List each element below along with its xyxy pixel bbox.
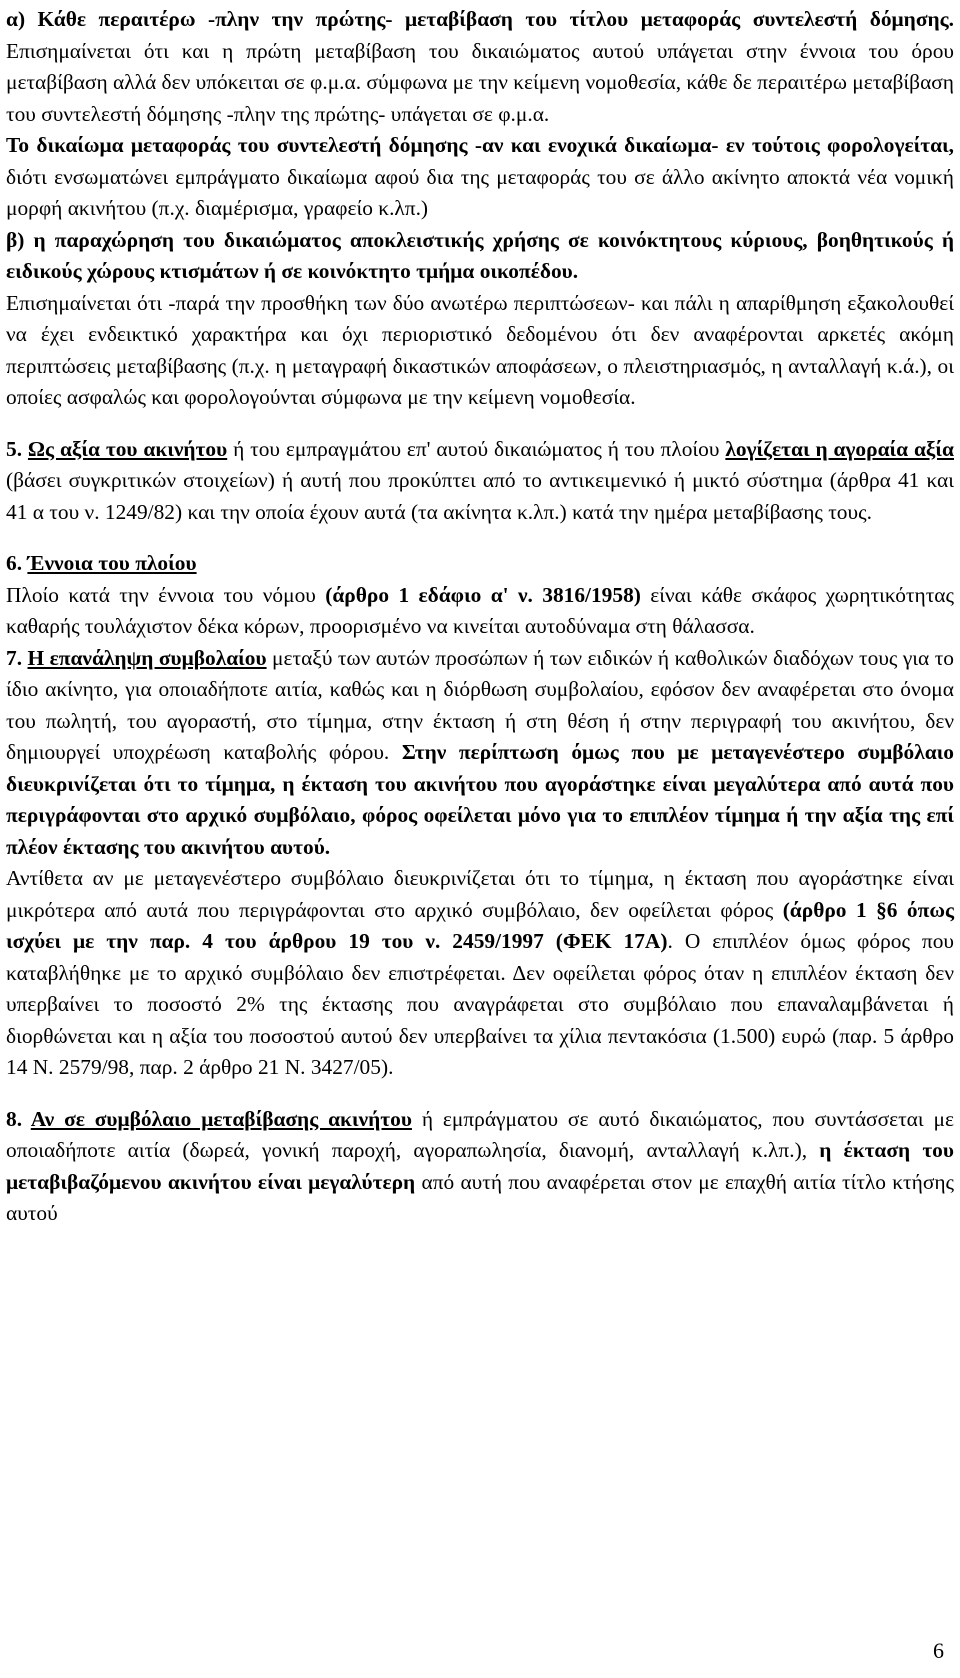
paragraph: [6, 434, 954, 529]
text-run: Αντίθετα αν με μεταγενέστερο συμβόλαιο διευκρινίζεται ότι το τίμημα, η έκταση που αγοράστηκε είναι μικρότερα από αυτά που περιγράφονται στο αρχικό συμβόλαιο, δεν οφείλεται φόρος: [6, 866, 954, 922]
text-run: Ως αξία του ακινήτου: [27, 436, 228, 461]
text-run: 7.: [6, 645, 28, 670]
paragraph: [6, 580, 954, 643]
text-run: Στην περίπτωση όμως που με μεταγενέστερο συμβόλαιο διευκρινίζεται ότι το τίμημα, η έκταση του ακινήτου που αγοράστηκε είναι μεγαλύτερα από αυτά που περιγράφονται στο αρχικό συμβόλαιο, φόρος οφείλεται μόνο για το επιπλέον τίμημα ή την αξία της επί πλέον έκτασης του ακινήτου αυτού.: [6, 740, 955, 859]
text-run: Επισημαίνεται ότι -παρά την προσθήκη των δύο ανωτέρω περιπτώσεων- και πάλι η απαρίθμηση εξακολουθεί να έχει ενδεικτικό χαρακτήρα και όχι περιοριστικό δεδομένου ότι δεν αναφέρονται αρκετές ακόμη περιπτώσεις μεταβίβασης (π.χ. η μεταγραφή δικαστικών αποφάσεων, ο πλειστηριασμός, η ανταλλαγή κ.ά.), οι οποίες ασφαλώς και φορολογούνται σύμφωνα με την κείμενη νομοθεσία.: [6, 290, 954, 409]
paragraph: [6, 863, 954, 1084]
paragraph: [6, 225, 954, 288]
text-run: (βάσει συγκριτικών στοιχείων) ή αυτή που προκύπτει από το αντικειμενικό ή μικτό σύστημα (άρθρα 41 και 41 α του ν. 1249/82) και την οποία έχουν αυτά (τα ακίνητα κ.λπ.) κατά την ημέρα μεταβίβασης τους.: [6, 468, 954, 524]
text-run: είναι κάθε σκάφος χωρητικότητας καθαρής τουλάχιστον δέκα κόρων, προορισμένο να κινείται αυτοδύναμα στη θάλασσα.: [6, 582, 954, 638]
paragraph: [6, 643, 954, 864]
paragraph: [6, 1104, 954, 1230]
text-run: διότι ενσωματώνει εμπράγματο δικαίωμα αφού δια της μεταφοράς του σε άλλο ακίνητο αποκτά νέα νομική μορφή ακινήτου (π.χ. διαμέρισμα, γραφείο κ.λπ.): [6, 164, 954, 220]
paragraph-gap: [6, 1084, 954, 1104]
paragraph-gap: [6, 414, 954, 434]
text-run: Πλοίο κατά την έννοια του νόμου: [6, 582, 326, 607]
paragraph-gap: [6, 528, 954, 548]
text-run: Το δικαίωμα μεταφοράς του συντελεστή δόμησης -αν και ενοχικά δικαίωμα- εν τούτοις φορολογείται,: [6, 133, 954, 157]
text-run: Έννοια του πλοίου: [27, 551, 197, 575]
text-run: β) η παραχώρηση του δικαιώματος αποκλειστικής χρήσης σε κοινόκτητους κύριους, βοηθητικούς ή ειδικούς χώρους κτισμάτων ή σε κοινόκτητο τμήμα οικοπέδου.: [6, 227, 954, 283]
text-run: η έκταση του μεταβιβαζόμενου ακινήτου είναι μεγαλύτερη: [6, 1138, 954, 1194]
paragraph: [6, 288, 954, 414]
text-run: 5.: [6, 436, 28, 461]
text-run: λογίζεται η αγοραία αξία: [725, 436, 954, 461]
text-run: Αν σε συμβόλαιο μεταβίβασης ακινήτου: [30, 1106, 412, 1131]
paragraph: [6, 548, 954, 580]
text-run: 8.: [6, 1106, 31, 1131]
text-run: ή του εμπραγμάτου επ' αυτού δικαιώματος ή του πλοίου: [227, 436, 726, 461]
text-run: . Ο επιπλέον όμως φόρος που καταβλήθηκε με το αρχικό συμβόλαιο δεν επιστρέφεται. Δεν οφείλεται φόρος όταν η επιπλέον έκταση δεν υπερβαίνει το ποσοστό 2% της έκτασης που αναγράφεται στο συμβόλαιο που επαναλαμβάνεται ή διορθώνεται και η αξία του ποσοστού αυτού δεν υπερβαίνει τα χίλια πεντακόσια (1.500) ευρώ (παρ. 5 άρθρο 14 Ν. 2579/98, παρ. 2 άρθρο 21 Ν. 3427/05).: [6, 929, 954, 1079]
text-run: 6.: [6, 551, 28, 575]
document-body: [6, 4, 954, 1230]
text-run: (άρθρο 1 εδάφιο α' ν. 3816/1958): [325, 582, 641, 607]
text-run: ή εμπράγματου σε αυτό δικαιώματος, που συντάσσεται με οποιαδήποτε αιτία (δωρεά, γονική παροχή, αγοραπωλησία, διανομή, ανταλλαγή κ.λπ.),: [6, 1106, 954, 1162]
text-run: Επισημαίνεται ότι και η πρώτη μεταβίβαση του δικαιώματος αυτού υπάγεται στην έννοια του όρου μεταβίβαση αλλά δεν υπόκειται σε φ.μ.α. σύμφωνα με την κείμενη νομοθεσία, κάθε δε περαιτέρω μεταβίβαση του συντελεστή δόμησης -πλην της πρώτης- υπάγεται σε φ.μ.α.: [6, 38, 954, 126]
page-number: 6: [933, 1638, 944, 1663]
paragraph: [6, 130, 954, 225]
text-run: α) Κάθε περαιτέρω -πλην την πρώτης- μεταβίβαση του τίτλου μεταφοράς συντελεστή δόμησης.: [6, 7, 954, 31]
paragraph: [6, 4, 954, 130]
text-run: από αυτή που αναφέρεται στον με επαχθή αιτία τίτλο κτήσης αυτού: [6, 1169, 955, 1225]
text-run: μεταξύ των αυτών προσώπων ή των ειδικών ή καθολικών διαδόχων τους για το ίδιο ακίνητο, για οποιαδήποτε αιτία, καθώς και η διόρθωση συμβολαίου, εφόσον δεν αναφέρεται στο όνομα του πωλητή, του αγοραστή, στο τίμημα, στην έκταση ή στη θέση ή στην περιγραφή του ακινήτου, δεν δημιουργεί υποχρέωση καταβολής φόρου.: [6, 645, 955, 764]
text-run: Η επανάληψη συμβολαίου: [27, 645, 267, 670]
text-run: (άρθρο 1 §6 όπως ισχύει με την παρ. 4 του άρθρου 19 του ν. 2459/1997 (ΦΕΚ 17Α): [6, 897, 954, 953]
